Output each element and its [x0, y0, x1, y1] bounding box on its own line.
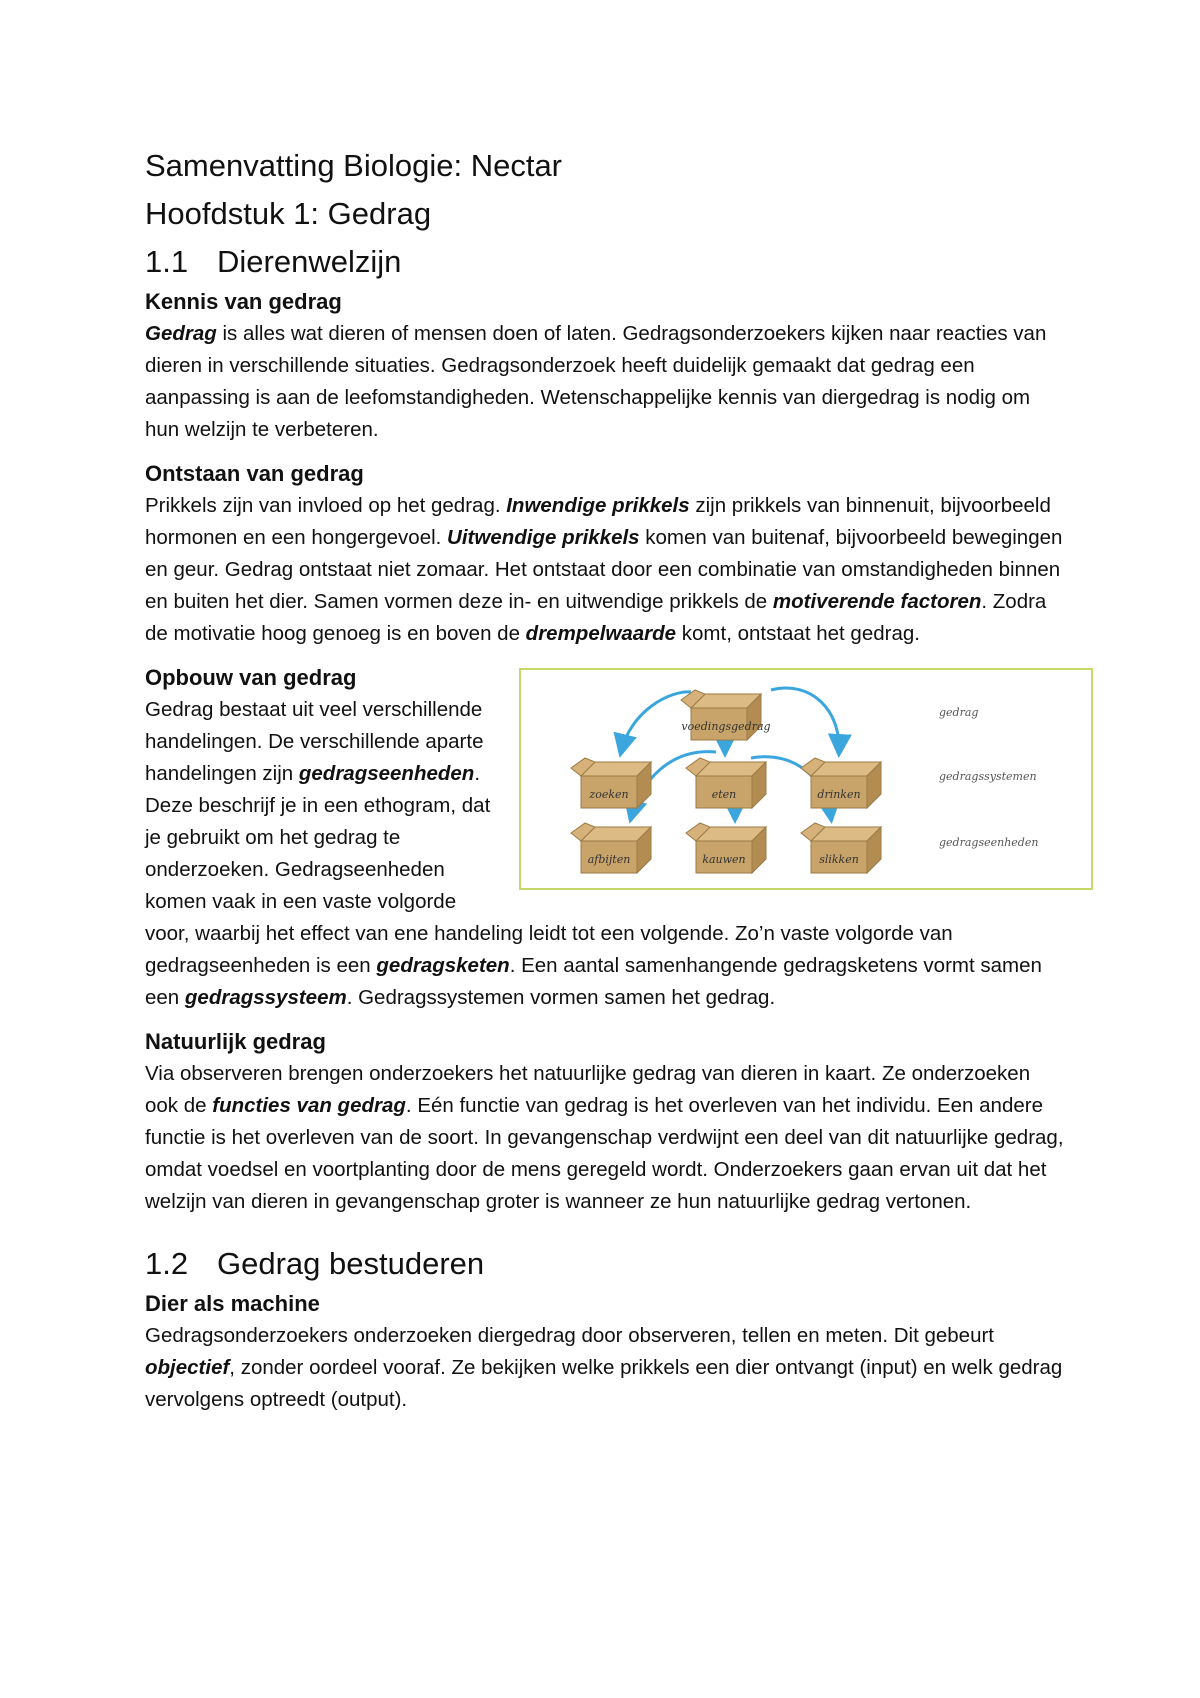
term-gedragssysteem: gedragssysteem [184, 986, 347, 1009]
term-objectief: objectief [145, 1356, 230, 1379]
chapter-title: Hoofdstuk 1: Gedrag [145, 196, 432, 231]
behavior-structure-figure [519, 668, 1093, 890]
level-label-gedrag: gedrag [939, 706, 979, 719]
term-gedrag: Gedrag [145, 322, 217, 345]
paragraph-kennis: Gedrag is alles wat dieren of mensen doen of laten. Gedragsonderzoekers kijken naar reacties van dieren in verschillende situaties. Gedragsonderzoek heeft duidelijk gemaakt dat gedrag een aanpassing is aan de leefomstandigheden. Wetenschappelijke kennis van diergedrag is nodig om hun welzijn te verbeteren. [145, 322, 1047, 441]
term-drempelwaarde: drempelwaarde [525, 622, 677, 645]
subheading-machine: Dier als machine [145, 1291, 320, 1316]
box-label-top: voedingsgedrag [681, 720, 771, 733]
subheading-kennis: Kennis van gedrag [145, 289, 342, 314]
box-label-mid-2: eten [711, 788, 737, 801]
subheading-natuurlijk: Natuurlijk gedrag [145, 1029, 326, 1054]
arrow-icon [771, 688, 839, 752]
level-label-gedragssystemen: gedragssystemen [939, 770, 1037, 783]
subheading-opbouw: Opbouw van gedrag [145, 665, 357, 690]
paragraph-opbouw: Gedrag bestaat uit veel verschillende handelingen. De verschillende aparte handelingen zijn gedragseenheden. Deze beschrijf je in een ethogram, dat je gebruikt om het gedrag te onderzoeken. Gedragseenheden komen vaak in een vaste volgorde voor, waarbij het effect van ene handeling leidt tot een volgende. Zo’n vaste volgorde van gedragseenheden is een gedragsketen. Een aantal samenhangende gedragsketens vormt samen een gedragssysteem. Gedragssystemen vormen samen het gedrag. [145, 698, 1042, 1009]
section-heading-1-2 [145, 1240, 1065, 1288]
section-number: 1.1 [145, 244, 189, 279]
section-heading-1-1 [145, 238, 1065, 286]
document-title: Samenvatting Biologie: Nectar [145, 148, 563, 183]
subheading-ontstaan: Ontstaan van gedrag [145, 461, 364, 486]
section-title: Dierenwelzijn [217, 244, 402, 279]
box-label-bottom-1: afbijten [587, 853, 631, 866]
box-label-mid-3: drinken [817, 788, 861, 801]
level-label-gedragseenheden: gedragseenheden [939, 836, 1039, 849]
term-motiverende-factoren: motiverende factoren [772, 590, 982, 613]
box-label-mid-1: zoeken [589, 788, 629, 801]
term-inwendige-prikkels: Inwendige prikkels [506, 494, 690, 517]
document-page [145, 142, 1065, 1428]
box-diagram [521, 670, 1091, 888]
term-uitwendige-prikkels: Uitwendige prikkels [447, 526, 640, 549]
term-gedragsketen: gedragsketen [376, 954, 510, 977]
section-number: 1.2 [145, 1246, 189, 1281]
paragraph-machine: Gedragsonderzoekers onderzoeken diergedrag door observeren, tellen en meten. Dit gebeurt objectief, zonder oordeel vooraf. Ze bekijken welke prikkels een dier ontvangt (input) en welk gedrag vervolgens optreedt (output). [145, 1324, 1063, 1411]
paragraph-ontstaan: Prikkels zijn van invloed op het gedrag. Inwendige prikkels zijn prikkels van binnenuit, bijvoorbeeld hormonen en een hongergevoel. Uitwendige prikkels komen van buitenaf, bijvoorbeeld bewegingen en geur. Gedrag ontstaat niet zomaar. Het ontstaat door een combinatie van omstandigheden binnen en buiten het dier. Samen vormen deze in- en uitwendige prikkels de motiverende factoren. Zodra de motivatie hoog genoeg is en boven de drempelwaarde komt, ontstaat het gedrag. [145, 494, 1063, 645]
box-label-bottom-2: kauwen [702, 853, 746, 866]
section-title: Gedrag bestuderen [217, 1246, 485, 1281]
box-label-bottom-3: slikken [819, 853, 859, 866]
term-functies-van-gedrag: functies van gedrag [212, 1094, 406, 1117]
paragraph-natuurlijk: Via observeren brengen onderzoekers het natuurlijke gedrag van dieren in kaart. Ze onderzoeken ook de functies van gedrag. Eén functie van gedrag is het overleven van het individu. Een andere functie is het overleven van de soort. In gevangenschap verdwijnt een deel van dit natuurlijke gedrag, omdat voedsel en voortplanting door de mens geregeld wordt. Onderzoekers gaan ervan uit dat het welzijn van dieren in gevangenschap groter is wanneer ze hun natuurlijke gedrag vertonen. [145, 1062, 1064, 1213]
term-gedragseenheden: gedragseenheden [298, 762, 475, 785]
